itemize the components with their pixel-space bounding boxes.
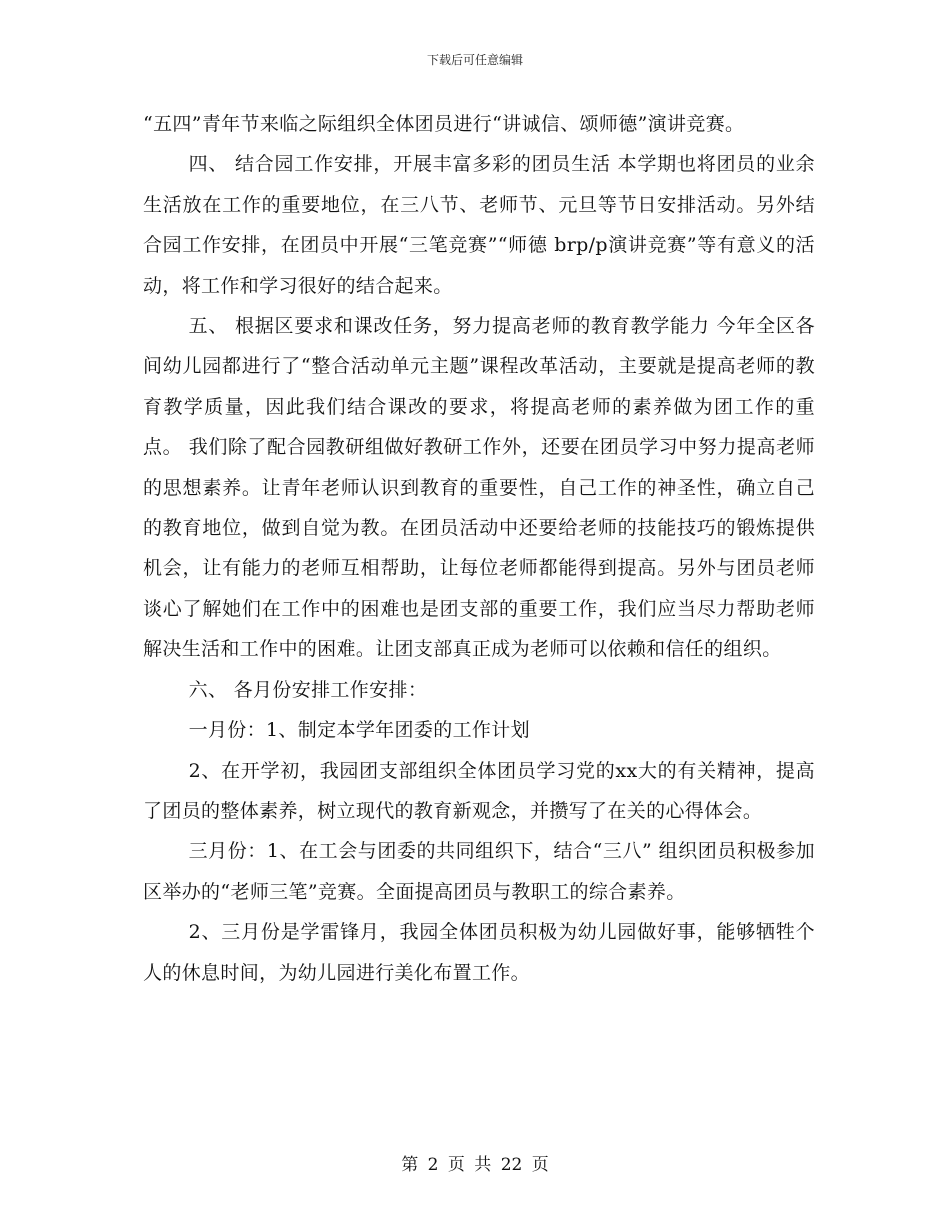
- paragraph-section-5: 五、 根据区要求和课改任务，努力提高老师的教育教学能力 今年全区各间幼儿园都进行了“整合活动单元主题”课程改革活动，主要就是提高老师的教育教学质量，因此我们结合课改的要求，将提高老师的素养做为团工作的重点。 我们除了配合园教研组做好教研工作外，还要在团员学习中努力提高老师的思想素养。让青年老师认识到教育的重要性，自己工作的神圣性，确立自己的教育地位，做到自觉为教。在团员活动中还要给老师的技能技巧的锻炼提供机会，让有能力的老师互相帮助，让每位老师都能得到提高。另外与团员老师谈心了解她们在工作中的困难也是团支部的重要工作，我们应当尽力帮助老师解决生活和工作中的困难。让团支部真正成为老师可以依赖和信任的组织。: [143, 315, 815, 661]
- paragraph-january: 一月份：1、制定本学年团委的工作计划: [188, 719, 530, 742]
- paragraph-march: 三月份：1、在工会与团委的共同组织下，结合“三八” 组织团员积极参加区举办的“老师三笔”竞赛。全面提高团员与教职工的综合素养。: [143, 840, 815, 903]
- paragraph-continuation: “五四”青年节来临之际组织全体团员进行“讲诚信、颂师德”演讲竞赛。: [143, 113, 745, 135]
- page-header: 下载后可任意编辑: [426, 53, 523, 67]
- paragraph-march-item-2: 2、三月份是学雷锋月，我园全体团员积极为幼儿园做好事，能够牺牲个人的休息时间，为幼儿园进行美化布置工作。: [143, 921, 815, 984]
- paragraph-item-2-study: 2、在开学初，我园团支部组织全体团员学习党的xx大的有关精神，提高了团员的整体素养，树立现代的教育新观念，并攒写了在关的心得体会。: [143, 759, 815, 822]
- document-body: [143, 104, 815, 993]
- paragraph-section-4: 四、 结合园工作安排，开展丰富多彩的团员生活 本学期也将团员的业余生活放在工作的重要地位，在三八节、老师节、元旦等节日安排活动。另外结合园工作安排，在团员中开展“三笔竞赛”“师德 brp/p演讲竞赛”等有意义的活动，将工作和学习很好的结合起来。: [143, 153, 815, 297]
- paragraph-section-6-heading: 六、 各月份安排工作安排：: [188, 678, 428, 701]
- page-number-footer: 第 2 页 共 22 页: [401, 1155, 549, 1175]
